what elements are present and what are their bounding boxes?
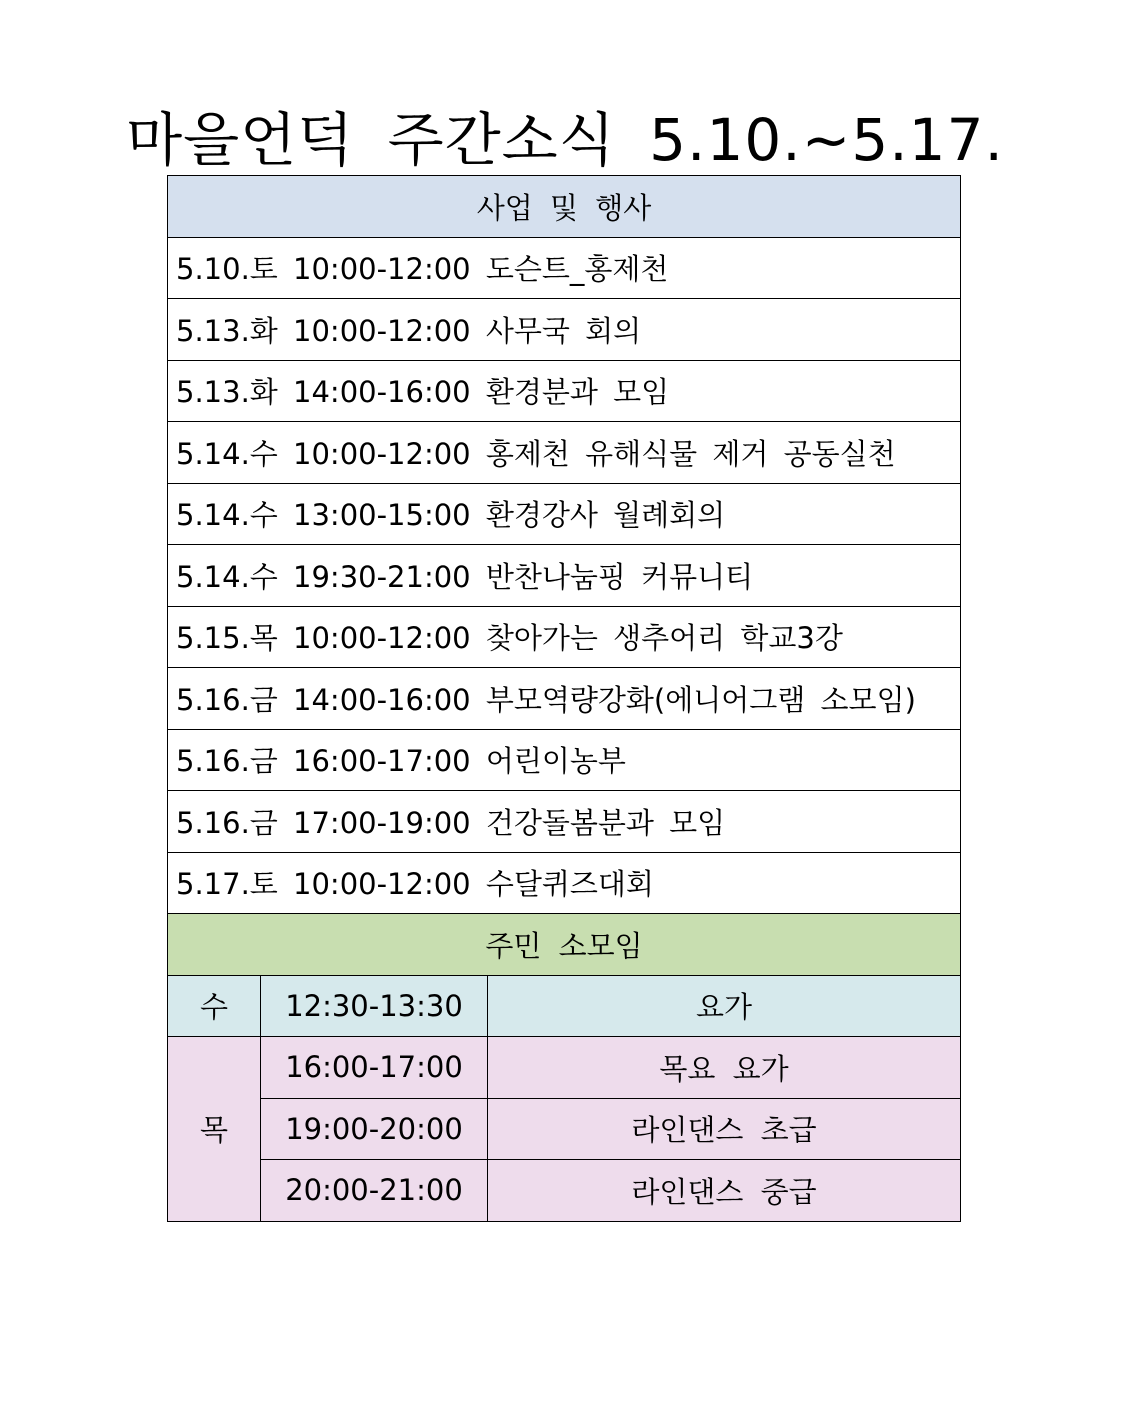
groups-header: 주민 소모임 [168, 914, 961, 976]
group-day: 목 [168, 1037, 261, 1222]
events-header: 사업 및 행사 [168, 176, 961, 238]
events-header-row [168, 176, 961, 238]
group-time: 16:00-17:00 [261, 1037, 488, 1099]
event-row [168, 852, 961, 914]
group-time: 12:30-13:30 [261, 975, 488, 1037]
event-row [168, 237, 961, 299]
group-time: 20:00-21:00 [261, 1160, 488, 1222]
event-item: 5.13.화 10:00-12:00 사무국 회의 [168, 299, 961, 361]
event-row [168, 299, 961, 361]
event-item: 5.10.토 10:00-12:00 도슨트_홍제천 [168, 237, 961, 299]
event-row [168, 668, 961, 730]
group-day: 수 [168, 975, 261, 1037]
event-row [168, 545, 961, 607]
event-row [168, 360, 961, 422]
event-item: 5.16.금 14:00-16:00 부모역량강화(에니어그램 소모임) [168, 668, 961, 730]
event-item: 5.17.토 10:00-12:00 수달퀴즈대회 [168, 852, 961, 914]
groups-header-row [168, 914, 961, 976]
event-item: 5.14.수 10:00-12:00 홍제천 유해식물 제거 공동실천 [168, 422, 961, 484]
schedule-table [167, 175, 961, 1222]
event-row [168, 606, 961, 668]
event-item: 5.15.목 10:00-12:00 찾아가는 생추어리 학교3강 [168, 606, 961, 668]
event-item: 5.13.화 14:00-16:00 환경분과 모임 [168, 360, 961, 422]
event-item: 5.14.수 13:00-15:00 환경강사 월례회의 [168, 483, 961, 545]
event-row [168, 729, 961, 791]
group-row-thursday [168, 1037, 961, 1099]
event-item: 5.16.금 17:00-19:00 건강돌봄분과 모임 [168, 791, 961, 853]
event-item: 5.14.수 19:30-21:00 반찬나눔핑 커뮤니티 [168, 545, 961, 607]
group-row-thursday [168, 1098, 961, 1160]
group-time: 19:00-20:00 [261, 1098, 488, 1160]
group-row-thursday [168, 1160, 961, 1222]
group-row-wednesday [168, 975, 961, 1037]
event-item: 5.16.금 16:00-17:00 어린이농부 [168, 729, 961, 791]
group-name: 라인댄스 중급 [488, 1160, 961, 1222]
group-name: 목요 요가 [488, 1037, 961, 1099]
group-name: 라인댄스 초급 [488, 1098, 961, 1160]
group-name: 요가 [488, 975, 961, 1037]
event-row [168, 422, 961, 484]
event-row [168, 483, 961, 545]
page-title: 마을언덕 주간소식 5.10.~5.17. [126, 106, 1004, 174]
event-row [168, 791, 961, 853]
